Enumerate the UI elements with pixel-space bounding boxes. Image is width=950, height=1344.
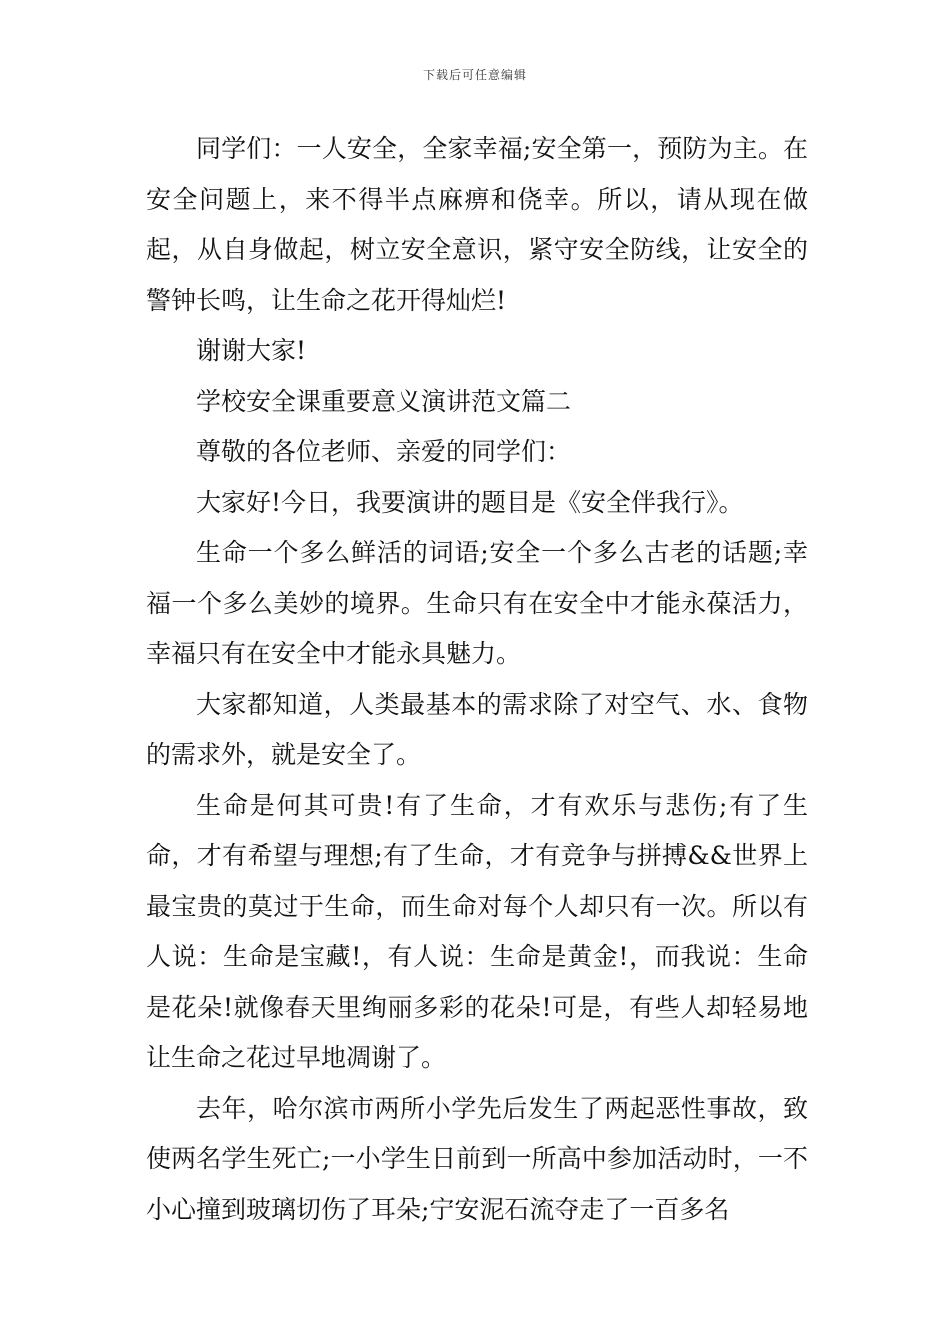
paragraph: 去年，哈尔滨市两所小学先后发生了两起恶性事故，致使两名学生死亡;一小学生日前到一所高中参加活动时，一不小心撞到玻璃切伤了耳朵;宁安泥石流夺走了一百多名 — [146, 1093, 808, 1224]
paragraph: 生命是何其可贵!有了生命，才有欢乐与悲伤;有了生命，才有希望与理想;有了生命，才有竞争与拼搏&&世界上最宝贵的莫过于生命，而生命对每个人却只有一次。所以有人说：生命是宝藏!，有人说：生命是黄金!，而我说：生命是花朵!就像春天里绚丽多彩的花朵!可是，有些人却轻易地让生命之花过早地凋谢了。 — [146, 790, 808, 1072]
paragraph: 同学们：一人安全，全家幸福;安全第一，预防为主。在安全问题上，来不得半点麻痹和侥幸。所以，请从现在做起，从自身做起，树立安全意识，紧守安全防线，让安全的警钟长鸣，让生命之花开得灿烂! — [146, 134, 808, 315]
paragraph: 生命一个多么鲜活的词语;安全一个多么古老的话题;幸福一个多么美妙的境界。生命只有在安全中才能永葆活力，幸福只有在安全中才能永具魅力。 — [146, 538, 808, 668]
section-title: 学校安全课重要意义演讲范文篇二 — [196, 386, 572, 416]
document-body — [146, 124, 808, 1235]
salutation: 尊敬的各位老师、亲爱的同学们： — [196, 437, 572, 466]
paragraph: 大家好!今日，我要演讲的题目是《安全伴我行》。 — [196, 487, 744, 517]
paragraph: 大家都知道，人类最基本的需求除了对空气、水、食物的需求外，就是安全了。 — [146, 689, 808, 769]
header-note: 下载后可任意编辑 — [422, 68, 527, 82]
paragraph: 谢谢大家! — [196, 336, 307, 365]
